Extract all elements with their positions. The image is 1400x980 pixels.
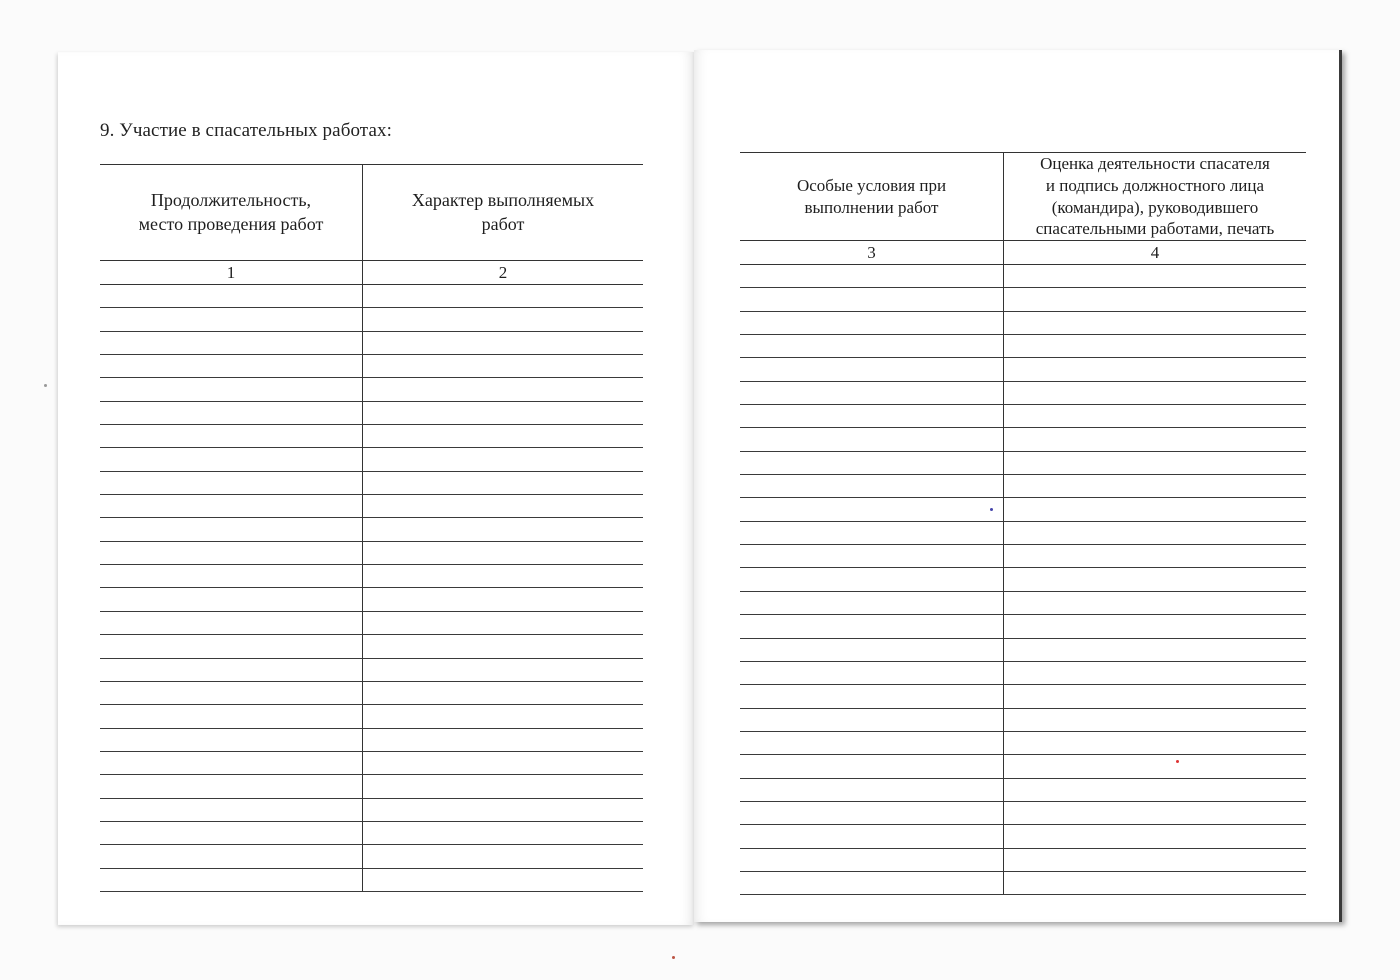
ink-speck (44, 384, 47, 387)
table-cell (363, 682, 643, 705)
table-cell (740, 568, 1004, 591)
table-cell (740, 335, 1004, 358)
table-cell (740, 475, 1004, 498)
table-cell (100, 308, 363, 331)
table-cell (100, 285, 363, 308)
table-cell (1004, 615, 1306, 638)
table-cell (740, 312, 1004, 335)
table-cell (363, 729, 643, 752)
table-cell (363, 542, 643, 565)
table-cell (363, 799, 643, 822)
table-cell (100, 659, 363, 682)
column-number-3: 3 (740, 241, 1004, 265)
column-number-4: 4 (1004, 241, 1306, 265)
table-cell (100, 775, 363, 798)
table-cell (363, 425, 643, 448)
table-cell (740, 428, 1004, 451)
table-cell (100, 682, 363, 705)
table-cell (1004, 475, 1306, 498)
ink-speck (1176, 760, 1179, 763)
table-cell (740, 732, 1004, 755)
ink-speck (672, 956, 675, 959)
right-page (694, 50, 1342, 922)
table-cell (1004, 685, 1306, 708)
table-cell (363, 308, 643, 331)
table-cell (100, 332, 363, 355)
table-cell (100, 355, 363, 378)
table-cell (1004, 755, 1306, 778)
table-cell (363, 378, 643, 401)
table-cell (1004, 732, 1306, 755)
table-cell (1004, 662, 1306, 685)
table-cell (363, 402, 643, 425)
column-header-special-conditions: Особые условия при выполнении работ (740, 153, 1004, 241)
table-cell (1004, 335, 1306, 358)
table-cell (363, 565, 643, 588)
table-cell (740, 615, 1004, 638)
table-cell (363, 822, 643, 845)
table-cell (1004, 545, 1306, 568)
column-header-work-type: Характер выполняемых работ (363, 165, 643, 261)
table-cell (363, 332, 643, 355)
table-cell (1004, 709, 1306, 732)
table-cell (740, 265, 1004, 288)
table-cell (100, 472, 363, 495)
section-title: 9. Участие в спасательных работах: (100, 120, 392, 141)
table-cell (1004, 428, 1306, 451)
column-number-2: 2 (363, 261, 643, 285)
table-cell (100, 425, 363, 448)
table-cell (363, 845, 643, 868)
table-cell (100, 799, 363, 822)
table-cell (100, 869, 363, 892)
table-cell (740, 872, 1004, 895)
table-cell (1004, 265, 1306, 288)
table-cell (740, 755, 1004, 778)
left-form-table (100, 164, 643, 892)
table-cell (1004, 498, 1306, 521)
table-cell (740, 639, 1004, 662)
table-cell (1004, 779, 1306, 802)
table-cell (363, 775, 643, 798)
table-cell (100, 729, 363, 752)
table-cell (363, 752, 643, 775)
table-cell (740, 382, 1004, 405)
table-cell (100, 495, 363, 518)
table-cell (1004, 639, 1306, 662)
table-cell (740, 662, 1004, 685)
table-cell (740, 452, 1004, 475)
left-page (58, 52, 694, 925)
table-cell (740, 849, 1004, 872)
table-cell (740, 522, 1004, 545)
table-cell (740, 825, 1004, 848)
table-cell (363, 612, 643, 635)
table-cell (100, 845, 363, 868)
table-cell (100, 565, 363, 588)
table-cell (1004, 382, 1306, 405)
table-cell (740, 288, 1004, 311)
table-cell (363, 635, 643, 658)
table-cell (100, 448, 363, 471)
column-header-duration-place: Продолжительность, место проведения работ (100, 165, 363, 261)
table-cell (1004, 405, 1306, 428)
ink-speck (990, 508, 993, 511)
table-cell (363, 448, 643, 471)
table-cell (1004, 802, 1306, 825)
table-cell (1004, 592, 1306, 615)
table-cell (740, 358, 1004, 381)
table-cell (363, 472, 643, 495)
table-cell (363, 869, 643, 892)
table-cell (100, 542, 363, 565)
table-cell (100, 588, 363, 611)
table-cell (1004, 825, 1306, 848)
table-cell (740, 802, 1004, 825)
column-number-1: 1 (100, 261, 363, 285)
table-cell (740, 545, 1004, 568)
table-cell (740, 779, 1004, 802)
right-form-table (740, 152, 1306, 895)
table-cell (1004, 358, 1306, 381)
table-cell (740, 405, 1004, 428)
table-cell (1004, 568, 1306, 591)
table-cell (740, 498, 1004, 521)
table-cell (1004, 522, 1306, 545)
column-header-evaluation-signature: Оценка деятельности спасателя и подпись должностного лица (командира), руководившего спасательными работами, печать (1004, 153, 1306, 241)
table-cell (1004, 288, 1306, 311)
table-cell (1004, 849, 1306, 872)
table-cell (740, 709, 1004, 732)
table-cell (100, 752, 363, 775)
table-cell (100, 612, 363, 635)
table-cell (1004, 312, 1306, 335)
table-cell (363, 518, 643, 541)
table-cell (363, 588, 643, 611)
table-cell (100, 378, 363, 401)
table-cell (100, 705, 363, 728)
table-cell (100, 635, 363, 658)
table-cell (740, 592, 1004, 615)
table-cell (1004, 872, 1306, 895)
table-cell (100, 402, 363, 425)
table-cell (100, 822, 363, 845)
table-cell (363, 355, 643, 378)
table-cell (1004, 452, 1306, 475)
table-cell (363, 705, 643, 728)
table-cell (100, 518, 363, 541)
table-cell (363, 495, 643, 518)
table-cell (363, 285, 643, 308)
table-cell (740, 685, 1004, 708)
table-cell (363, 659, 643, 682)
